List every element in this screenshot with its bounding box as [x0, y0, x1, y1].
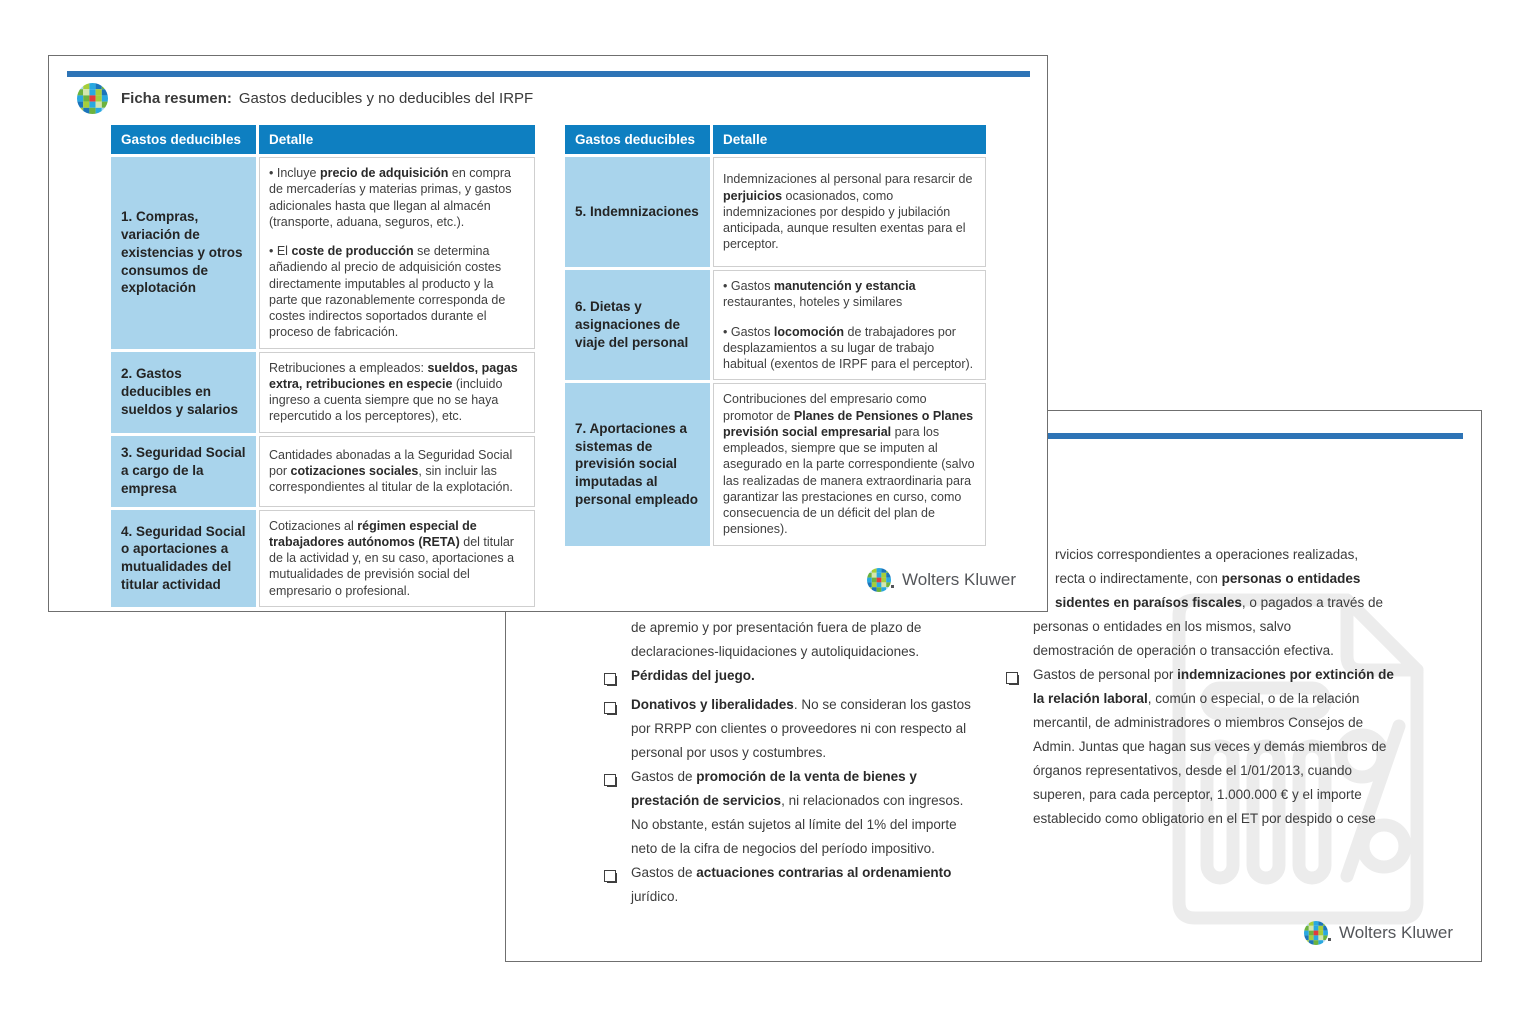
- checkbox-bullet-icon: [604, 673, 616, 685]
- list-item: [604, 861, 982, 909]
- table-row-detail: • Gastos manutención y estancia restaurantes, hoteles y similares • Gastos locomoción de trabajadores por desplazamientos a su lugar de trabajo habitual (exentos de IRPF para el perceptor).: [713, 270, 986, 380]
- clipped-text-line: recta o indirectamente, con personas o entidades: [1055, 571, 1361, 586]
- page-title: [121, 90, 533, 107]
- list-item: [604, 693, 982, 765]
- table-row-term: 1. Compras, variación de existencias y otros consumos de explotación: [111, 157, 256, 349]
- column-header: Gastos deducibles: [565, 125, 710, 154]
- table-row-detail: Retribuciones a empleados: sueldos, pagas extra, retribuciones en especie (incluido ingreso a cuenta siempre que no se haya repercutido a los perceptores), etc.: [259, 352, 535, 433]
- wolters-kluwer-logo: [867, 568, 1016, 592]
- table-row-detail: • Incluye precio de adquisición en compra de mercaderías y materias primas, y gastos adicionales hasta que llegan al almacén (transporte, aduana, seguros, etc.). • El coste de producción se determina añadiendo al precio de adquisición costes directamente imputables al producto y la parte que razonablemente corresponda de costes indirectos soportados durante el proceso de fabricación.: [259, 157, 535, 349]
- column-header: Detalle: [259, 125, 535, 154]
- table-row-detail: Cotizaciones al régimen especial de trabajadores autónomos (RETA) del titular de la actividad y, en su caso, aportaciones a mutualidades de previsión social del empresario o profesional.: [259, 510, 535, 607]
- wolters-kluwer-logo-icon: [867, 568, 891, 592]
- brand-name: Wolters Kluwer: [902, 570, 1016, 589]
- column-header: Detalle: [713, 125, 986, 154]
- clipped-text-line: rvicios correspondientes a operaciones realizadas,: [1055, 547, 1359, 562]
- logo-period-dot: [891, 585, 894, 588]
- brand-name: Wolters Kluwer: [1339, 923, 1453, 942]
- deductible-expenses-table-2: [565, 125, 986, 546]
- text-line: demostración de operación o transacción efectiva.: [1033, 643, 1334, 658]
- list-item: [1006, 663, 1398, 831]
- clipped-text-line: sidentes en paraísos fiscales, o pagados a través de: [1055, 595, 1383, 610]
- nondeductible-list-right-column: [1006, 543, 1398, 831]
- document-page-1: [48, 55, 1048, 612]
- title-text: Gastos deducibles y no deducibles del IRPF: [238, 90, 534, 107]
- title-label: Ficha resumen:: [121, 90, 232, 107]
- checkbox-bullet-icon: [604, 702, 616, 714]
- table-row-detail: Indemnizaciones al personal para resarcir de perjuicios ocasionados, como indemnizaciones por despido y jubilación anticipada, aunque resulten exentas para el perceptor.: [713, 157, 986, 267]
- list-item-text: Gastos de promoción de la venta de bienes y prestación de servicios, ni relacionados con ingresos. No obstante, están sujetos al límite del 1% del importe neto de la cifra de negocios del período impositivo.: [631, 769, 964, 856]
- list-item-text: de apremio y por presentación fuera de plazo de declaraciones-liquidaciones y autoliquidaciones.: [631, 620, 922, 659]
- wolters-kluwer-logo: [1304, 921, 1453, 945]
- list-item-text: Gastos de personal por indemnizaciones por extinción de la relación laboral, común o especial, o de la relación mercantil, de administradores o miembros Consejos de Admin. Juntas que hagan sus veces y demás miembros de órganos representativos, desde el 1/01/2013, cuando superen, para cada perceptor, 1.000.000 € y el importe establecido como obligatorio en el ET por despido o cese: [1033, 667, 1394, 826]
- list-item: [604, 616, 982, 664]
- table-row-detail: Cantidades abonadas a la Seguridad Social por cotizaciones sociales, sin incluir las correspondientes al titular de la explotación.: [259, 436, 535, 507]
- table-row-term: 3. Seguridad Social a cargo de la empresa: [111, 436, 256, 507]
- checkbox-bullet-icon: [604, 774, 616, 786]
- list-item: [604, 664, 982, 693]
- column-header: Gastos deducibles: [111, 125, 256, 154]
- wolters-kluwer-mosaic-icon: [77, 83, 108, 114]
- table-row-term: 6. Dietas y asignaciones de viaje del personal: [565, 270, 710, 380]
- table-row-detail: Contribuciones del empresario como promotor de Planes de Pensiones o Planes previsión social empresarial para los empleados, siempre que se imputen al asegurado en la parte correspondiente (salvo las realizadas de manera extraordinaria para garantizar las prestaciones en curso, como consecuencia de un déficit del plan de pensiones).: [713, 383, 986, 545]
- table-row-term: 2. Gastos deducibles en sueldos y salarios: [111, 352, 256, 433]
- wolters-kluwer-logo-icon: [1304, 921, 1328, 945]
- checkbox-bullet-icon: [604, 870, 616, 882]
- deductible-expenses-table-1: [111, 125, 535, 607]
- table-row-term: 7. Aportaciones a sistemas de previsión social imputadas al personal empleado: [565, 383, 710, 545]
- list-item-text: Gastos de actuaciones contrarias al ordenamiento jurídico.: [631, 865, 952, 904]
- list-item-text: Donativos y liberalidades. No se consideran los gastos por RRPP con clientes o proveedores ni con respecto al personal por usos y costumbres.: [631, 697, 971, 760]
- page-header: [77, 83, 533, 114]
- list-item-text: Pérdidas del juego.: [631, 668, 755, 683]
- list-item: [604, 765, 982, 861]
- checkbox-bullet-icon: [1006, 672, 1018, 684]
- nondeductible-list-left-column: [604, 616, 982, 909]
- top-rule-bar: [67, 71, 1030, 77]
- table-row-term: 5. Indemnizaciones: [565, 157, 710, 267]
- table-row-term: 4. Seguridad Social o aportaciones a mutualidades del titular actividad: [111, 510, 256, 607]
- logo-period-dot: [1328, 938, 1331, 941]
- text-line: personas o entidades en los mismos, salvo: [1033, 619, 1292, 634]
